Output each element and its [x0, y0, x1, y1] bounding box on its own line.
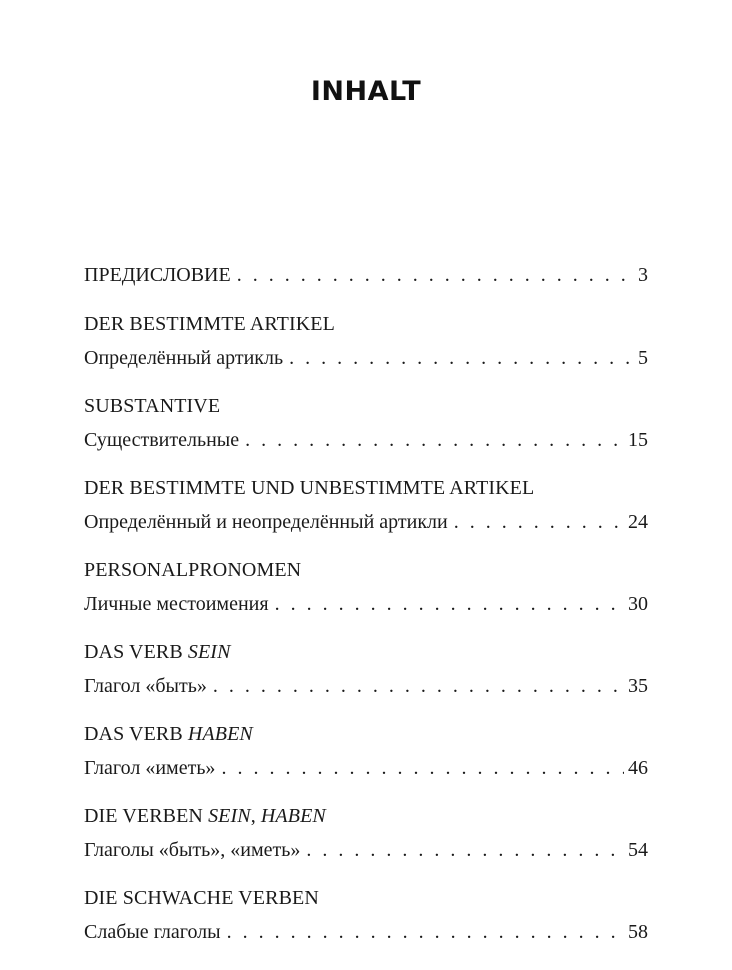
leader-dots	[245, 423, 624, 457]
leader-dots	[454, 505, 624, 539]
toc-entry	[84, 799, 648, 867]
table-of-contents	[84, 258, 648, 963]
toc-line	[84, 751, 648, 785]
page-title: INHALT	[310, 76, 422, 107]
heading-italic-text: SEIN	[208, 805, 251, 827]
toc-page-number: 35	[628, 675, 648, 697]
toc-entry-label: Глагол «иметь»	[84, 757, 216, 779]
toc-entry-label: Существительные	[84, 429, 240, 451]
toc-section-heading: DIE SCHWACHE VERBEN	[84, 887, 319, 909]
toc-entry-label: Глагол «быть»	[84, 675, 207, 697]
toc-entry	[84, 471, 648, 539]
toc-entry	[84, 635, 648, 703]
toc-page-number: 58	[628, 921, 648, 943]
toc-entry-label: Глаголы «быть», «иметь»	[84, 839, 301, 861]
toc-entry-label: Слабые глаголы	[84, 921, 221, 943]
leader-dots	[306, 833, 624, 867]
toc-line	[84, 587, 648, 621]
leader-dots	[237, 258, 634, 292]
heading-italic-text: SEIN	[187, 641, 231, 663]
leader-dots	[289, 341, 634, 375]
toc-section-heading: DER BESTIMMTE UND UNBESTIMMTE ARTIKEL	[84, 477, 535, 499]
toc-section-heading: PERSONALPRONOMEN	[84, 559, 302, 581]
toc-section-heading	[84, 717, 648, 751]
toc-entry	[84, 717, 648, 785]
toc-page-number: 54	[628, 839, 648, 861]
heading-text: DAS VERB	[84, 723, 188, 745]
toc-entry	[84, 881, 648, 949]
toc-line	[84, 915, 648, 949]
toc-section-heading: SUBSTANTIVE	[84, 395, 221, 417]
heading-italic-text: HABEN	[187, 723, 253, 745]
toc-entry-label: Личные местоимения	[84, 593, 269, 615]
toc-entry-label: Определённый артикль	[84, 347, 284, 369]
leader-dots	[213, 669, 624, 703]
toc-entry	[84, 553, 648, 621]
toc-line	[84, 258, 648, 292]
toc-page-number: 30	[628, 593, 648, 615]
toc-page-number: 5	[638, 347, 648, 369]
heading-text: DAS VERB	[84, 641, 188, 663]
toc-section-heading	[84, 799, 648, 833]
toc-entry	[84, 258, 648, 292]
heading-separator: ,	[250, 805, 261, 827]
toc-section-heading: DER BESTIMMTE ARTIKEL	[84, 313, 335, 335]
toc-page-number: 3	[638, 264, 648, 286]
toc-line	[84, 505, 648, 539]
toc-page-number: 46	[628, 757, 648, 779]
toc-section-heading	[84, 635, 648, 669]
heading-italic-text: HABEN	[260, 805, 326, 827]
toc-entry	[84, 389, 648, 457]
leader-dots	[221, 751, 624, 785]
leader-dots	[275, 587, 624, 621]
toc-entry	[84, 307, 648, 375]
toc-page-number: 15	[628, 429, 648, 451]
toc-entry-label: Определённый и неопределённый артикли	[84, 511, 448, 533]
toc-line	[84, 669, 648, 703]
toc-line	[84, 833, 648, 867]
toc-line	[84, 423, 648, 457]
heading-text: DIE VERBEN	[84, 805, 209, 827]
toc-line	[84, 341, 648, 375]
leader-dots	[227, 915, 624, 949]
toc-entry-label: ПРЕДИСЛОВИЕ	[84, 264, 231, 286]
toc-page-number: 24	[628, 511, 648, 533]
